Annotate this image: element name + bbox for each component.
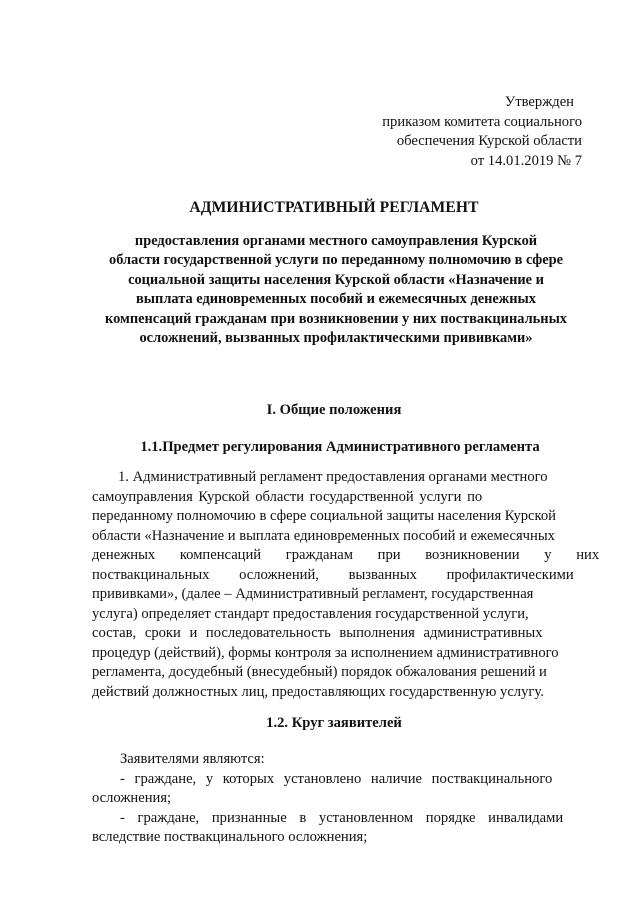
paragraph-line: переданному полномочию в сфере социальной защиты населения Курской [92,508,556,524]
paragraph-line: состав, сроки и последовательность выполнения административных [92,625,543,641]
approval-date-number: от 14.01.2019 № 7 [470,152,582,169]
paragraph-line: 1. Административный регламент предоставления органами местного [118,469,548,485]
paragraph-regulation-subject [92,468,600,702]
subtitle-line: предоставления органами местного самоуправления Курской [134,233,538,249]
approval-committee: обеспечения Курской области [396,133,582,149]
document-subtitle [86,232,586,348]
list-item: - граждане, признанные в установленном порядке инвалидами [120,809,564,826]
paragraph-line: услуга) определяет стандарт предоставления государственной услуги, [92,605,529,622]
paragraph-line: процедур (действий), формы контроля за исполнением административного [92,644,559,661]
list-item-continuation: вследствие поствакцинального осложнения; [92,829,368,845]
subtitle-line: социальной защиты населения Курской области «Назначение и [128,271,544,288]
paragraph-line: области «Назначение и выплата единовременных пособий и ежемесячных [92,527,555,544]
approval-stamp [300,93,582,171]
subtitle-line: области государственной услуги по переданному полномочию в сфере [109,252,563,269]
subsection-heading-subject: 1.1.Предмет регулирования Административного регламента [140,439,540,455]
applicants-list [92,750,582,848]
subsection-heading-applicants: 1.2. Круг заявителей [266,715,402,731]
section-heading-general: I. Общие положения [266,402,402,418]
document-title: АДМИНИСТРАТИВНЫЙ РЕГЛАМЕНТ [189,199,479,216]
paragraph-line: прививками», (далее – Административный регламент, государственная [92,586,534,602]
list-item-continuation: осложнения; [92,790,172,806]
paragraph-line: регламента, досудебный (внесудебный) порядок обжалования решений и [92,664,547,680]
applicants-intro: Заявителями являются: [120,751,265,767]
approval-approved: Утвержден [504,94,574,110]
approval-order: приказом комитета социального [382,113,582,130]
paragraph-line: поствакцинальных осложнений, вызванных профилактическими [92,566,574,583]
list-item: - граждане, у которых установлено наличие поствакцинального [120,770,553,787]
subtitle-line: осложнений, вызванных профилактическими прививками» [139,330,533,347]
paragraph-line: денежных компенсаций гражданам при возникновении у них [92,547,600,563]
paragraph-line: действий должностных лиц, предоставляющих государственную услугу. [92,683,544,700]
subtitle-line: выплата единовременных пособий и ежемесячных денежных [136,291,536,308]
paragraph-line: самоуправления Курской области государственной услуги по [92,488,483,505]
subtitle-line: компенсаций гражданам при возникновении у них поствакцинальных [105,310,567,327]
